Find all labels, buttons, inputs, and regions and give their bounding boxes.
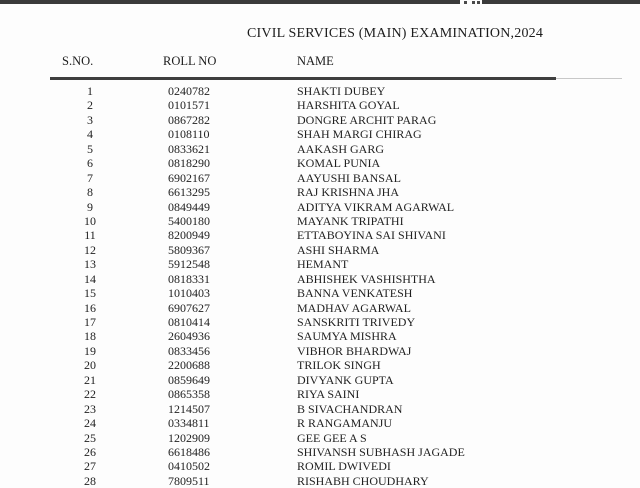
table-row (0, 344, 640, 358)
roll-number: 0240782 (168, 84, 210, 98)
candidate-name: TRILOK SINGH (297, 358, 381, 373)
candidate-name: SHIVANSH SUBHASH JAGADE (297, 444, 465, 459)
serial-number: 1 (87, 84, 93, 98)
table-row (0, 127, 640, 141)
results-table (0, 84, 640, 488)
table-row (0, 301, 640, 315)
roll-number: 6618486 (168, 444, 210, 459)
table-row (0, 200, 640, 214)
table-row (0, 445, 640, 459)
column-header-name: NAME (297, 54, 334, 68)
serial-number: 26 (84, 444, 96, 459)
serial-number: 9 (87, 199, 93, 214)
serial-number: 23 (84, 401, 96, 416)
roll-number: 0865358 (168, 387, 210, 402)
roll-number: 0849449 (168, 199, 210, 214)
serial-number: 15 (84, 286, 96, 301)
top-edge-dark-strip (0, 0, 640, 4)
roll-number: 5912548 (168, 257, 210, 272)
table-row (0, 214, 640, 228)
candidate-name: GEE GEE A S (297, 430, 367, 445)
roll-number: 0101571 (168, 98, 210, 113)
table-row (0, 113, 640, 127)
header-divider-faint (556, 78, 622, 79)
serial-number: 21 (84, 372, 96, 387)
candidate-name: ADITYA VIKRAM AGARWAL (297, 199, 455, 214)
roll-number: 6902167 (168, 170, 210, 185)
roll-number: 0818290 (168, 156, 210, 171)
page-title: CIVIL SERVICES (MAIN) EXAMINATION,2024 (247, 26, 544, 41)
candidate-name: HARSHITA GOYAL (297, 98, 400, 113)
serial-number: 18 (84, 329, 96, 344)
serial-number: 11 (84, 228, 96, 243)
table-row (0, 272, 640, 286)
serial-number: 4 (87, 127, 93, 142)
candidate-name: SHAKTI DUBEY (297, 84, 386, 98)
serial-number: 27 (84, 459, 96, 474)
roll-number: 6613295 (168, 185, 210, 200)
serial-number: 22 (84, 387, 96, 402)
candidate-name: HEMANT (297, 257, 349, 272)
roll-number: 0334811 (168, 416, 210, 431)
candidate-name: RIYA SAINI (297, 387, 360, 402)
roll-number: 1010403 (168, 286, 210, 301)
table-row (0, 171, 640, 185)
candidate-name: SAUMYA MISHRA (297, 329, 397, 344)
serial-number: 8 (87, 185, 93, 200)
candidate-name: MADHAV AGARWAL (297, 300, 411, 315)
table-row (0, 142, 640, 156)
candidate-name: SHAH MARGI CHIRAG (297, 127, 422, 142)
column-header-sno: S.NO. (62, 54, 94, 68)
table-row (0, 402, 640, 416)
candidate-name: SANSKRITI TRIVEDY (297, 315, 416, 329)
clipped-text-fragment (460, 0, 482, 4)
table-row (0, 185, 640, 199)
roll-number: 0859649 (168, 372, 210, 387)
serial-number: 19 (84, 343, 96, 358)
roll-number: 0833621 (168, 141, 210, 156)
table-row (0, 358, 640, 372)
table-row (0, 387, 640, 401)
serial-number: 13 (84, 257, 96, 272)
candidate-name: AAYUSHI BANSAL (297, 170, 401, 185)
table-row (0, 329, 640, 343)
roll-number: 8200949 (168, 228, 210, 243)
roll-number: 1214507 (168, 401, 210, 416)
column-header-roll: ROLL NO (163, 54, 217, 68)
roll-number: 5809367 (168, 242, 210, 257)
serial-number: 2 (87, 98, 93, 113)
roll-number: 2200688 (168, 358, 210, 373)
roll-number: 7809511 (168, 473, 210, 488)
serial-number: 16 (84, 300, 96, 315)
roll-number: 0810414 (168, 315, 210, 329)
serial-number: 7 (87, 170, 93, 185)
table-row (0, 286, 640, 300)
candidate-name: ABHISHEK VASHISHTHA (297, 271, 436, 286)
candidate-name: MAYANK TRIPATHI (297, 213, 404, 228)
candidate-name: ETTABOYINA SAI SHIVANI (297, 228, 446, 243)
header-divider (50, 77, 556, 80)
serial-number: 28 (84, 473, 96, 488)
table-row (0, 431, 640, 445)
candidate-name: DIVYANK GUPTA (297, 372, 394, 387)
serial-number: 12 (84, 242, 96, 257)
roll-number: 5400180 (168, 213, 210, 228)
candidate-name: DONGRE ARCHIT PARAG (297, 112, 437, 127)
serial-number: 14 (84, 271, 96, 286)
roll-number: 1202909 (168, 430, 210, 445)
candidate-name: ROMIL DWIVEDI (297, 459, 391, 474)
roll-number: 0818331 (168, 271, 210, 286)
roll-number: 0410502 (168, 459, 210, 474)
table-row (0, 228, 640, 242)
serial-number: 24 (84, 416, 96, 431)
candidate-name: VIBHOR BHARDWAJ (297, 343, 412, 358)
table-row (0, 84, 640, 98)
roll-number: 0867282 (168, 112, 210, 127)
serial-number: 20 (84, 358, 96, 373)
candidate-name: RAJ KRISHNA JHA (297, 185, 400, 200)
serial-number: 3 (87, 112, 93, 127)
candidate-name: RISHABH CHOUDHARY (297, 473, 429, 488)
candidate-name: KOMAL PUNIA (297, 156, 381, 171)
candidate-name: ASHI SHARMA (297, 242, 380, 257)
candidate-name: B SIVACHANDRAN (297, 401, 403, 416)
candidate-name: R RANGAMANJU (297, 416, 393, 431)
table-row (0, 474, 640, 488)
table-row (0, 459, 640, 473)
roll-number: 6907627 (168, 300, 210, 315)
roll-number: 2604936 (168, 329, 210, 344)
table-row (0, 257, 640, 271)
table-row (0, 243, 640, 257)
serial-number: 25 (84, 430, 96, 445)
table-row (0, 98, 640, 112)
roll-number: 0108110 (168, 127, 210, 142)
candidate-name: BANNA VENKATESH (297, 286, 413, 301)
table-row (0, 315, 640, 329)
serial-number: 5 (87, 141, 93, 156)
candidate-name: AAKASH GARG (297, 141, 385, 156)
serial-number: 10 (84, 213, 96, 228)
table-row (0, 373, 640, 387)
serial-number: 6 (87, 156, 93, 171)
table-row (0, 416, 640, 430)
serial-number: 17 (84, 315, 96, 329)
table-row (0, 156, 640, 170)
roll-number: 0833456 (168, 343, 210, 358)
